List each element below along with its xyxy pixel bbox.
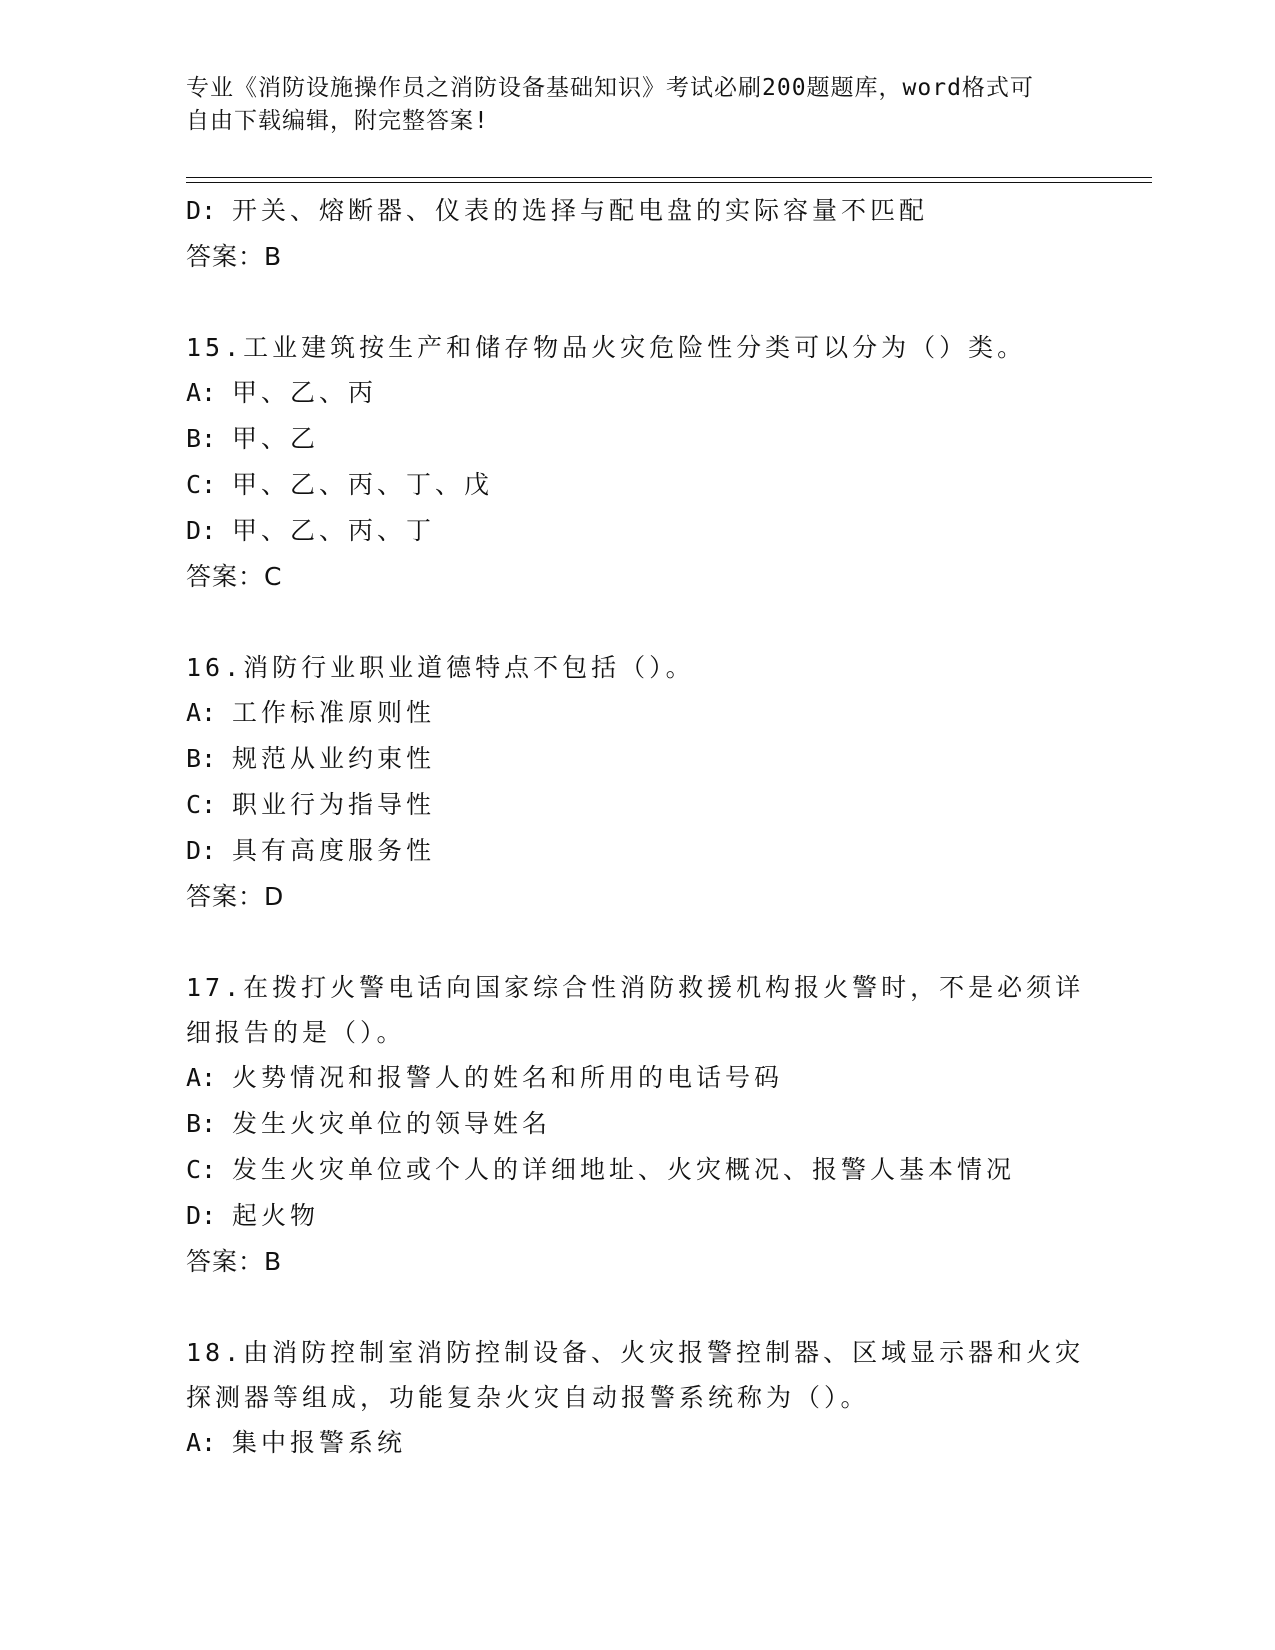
question-stem [186, 325, 1086, 370]
option-text: 甲、乙、丙、丁 [232, 516, 436, 545]
option-a [186, 1055, 1086, 1101]
option-text: 火势情况和报警人的姓名和所用的电话号码 [232, 1063, 784, 1092]
question-16 [186, 645, 1086, 920]
header-divider-top [186, 177, 1152, 178]
option-letter: D: [186, 836, 217, 865]
option-text: 工作标准原则性 [232, 698, 436, 727]
stem-line: 17.在拨打火警电话向国家综合性消防救援机构报火警时，不是必须详 [186, 973, 1085, 1002]
option-letter: B: [186, 744, 217, 773]
header-line-1: 专业《消防设施操作员之消防设备基础知识》考试必刷200题题库，word格式可 [186, 75, 1034, 101]
option-text: 甲、乙、丙 [232, 378, 378, 407]
option-b [186, 736, 1086, 782]
question-stem [186, 1330, 1086, 1420]
option-text: 开关、熔断器、仪表的选择与配电盘的实际容量不匹配 [232, 196, 929, 225]
option-d [186, 828, 1086, 874]
option-d [186, 508, 1086, 554]
option-text: 规范从业约束性 [232, 744, 436, 773]
option-letter: A: [186, 698, 217, 727]
question-17 [186, 965, 1086, 1285]
option-text: 发生火灾单位或个人的详细地址、火灾概况、报警人基本情况 [232, 1155, 1016, 1184]
option-d [186, 188, 1086, 234]
option-letter: A: [186, 378, 217, 407]
option-letter: D: [186, 196, 217, 225]
option-text: 起火物 [232, 1201, 320, 1230]
option-letter: C: [186, 1155, 217, 1184]
option-letter: D: [186, 1201, 217, 1230]
option-text: 具有高度服务性 [232, 836, 436, 865]
option-c [186, 462, 1086, 508]
option-c [186, 1147, 1086, 1193]
question-stem [186, 645, 1086, 690]
option-d [186, 1193, 1086, 1239]
stem-line: 16.消防行业职业道德特点不包括（）。 [186, 653, 695, 682]
option-b [186, 1101, 1086, 1147]
stem-line: 探测器等组成，功能复杂火灾自动报警系统称为（）。 [186, 1383, 870, 1412]
answer-line: 答案：C [186, 562, 283, 591]
option-text: 甲、乙、丙、丁、戊 [232, 470, 494, 499]
answer-line: 答案：B [186, 1247, 283, 1276]
header-line-2: 自由下载编辑，附完整答案! [186, 108, 489, 134]
question-18 [186, 1330, 1086, 1466]
option-letter: C: [186, 790, 217, 819]
stem-line: 18.由消防控制室消防控制设备、火灾报警控制器、区域显示器和火灾 [186, 1338, 1085, 1367]
option-a [186, 370, 1086, 416]
answer-line: 答案：B [186, 242, 283, 271]
option-c [186, 782, 1086, 828]
option-b [186, 416, 1086, 462]
option-a [186, 1420, 1086, 1466]
option-letter: A: [186, 1428, 217, 1457]
header-divider-bottom [186, 182, 1152, 183]
option-text: 集中报警系统 [232, 1428, 407, 1457]
option-text: 职业行为指导性 [232, 790, 436, 819]
option-text: 发生火灾单位的领导姓名 [232, 1109, 552, 1138]
option-letter: B: [186, 1109, 217, 1138]
option-letter: D: [186, 516, 217, 545]
document-header [186, 72, 1066, 138]
stem-line: 15.工业建筑按生产和储存物品火灾危险性分类可以分为（）类。 [186, 333, 1027, 362]
answer-line: 答案：D [186, 882, 285, 911]
stem-line: 细报告的是（）。 [186, 1018, 406, 1047]
option-letter: B: [186, 424, 217, 453]
question-15 [186, 325, 1086, 600]
document-body [186, 188, 1086, 1466]
option-letter: C: [186, 470, 217, 499]
partial-question [186, 188, 1086, 280]
option-text: 甲、乙 [232, 424, 320, 453]
option-letter: A: [186, 1063, 217, 1092]
question-stem [186, 965, 1086, 1055]
option-a [186, 690, 1086, 736]
